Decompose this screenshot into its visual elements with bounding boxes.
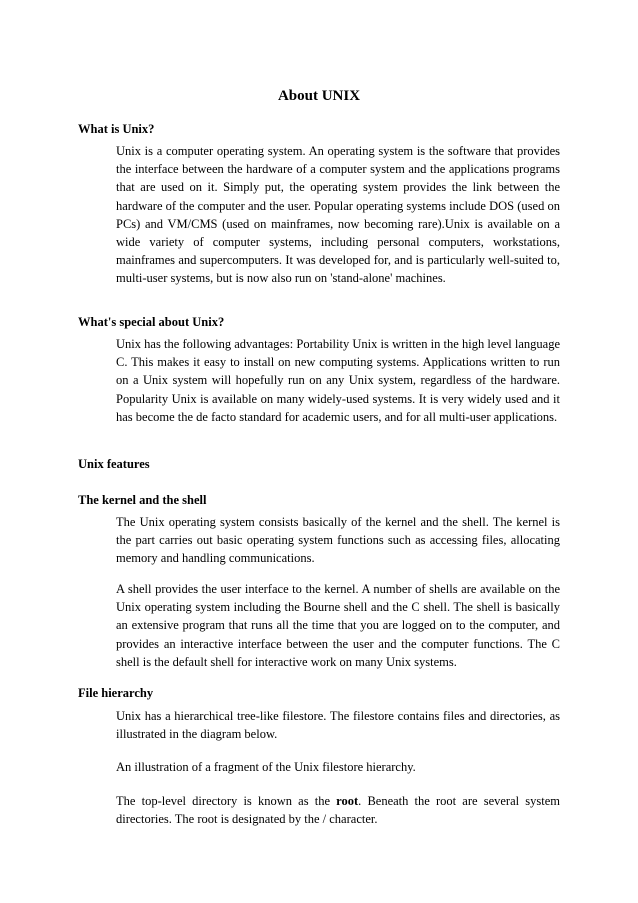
paragraph-special-about-unix: Unix has the following advantages: Portability Unix is written in the high level language C. This makes it easy to install on new computing systems. Applications written to run on a Unix system will hopefully run on any Unix system, regardless of the hardware. Popularity Unix is available on many widely-used systems. It is very widely used and it has become the de facto standard for academic users, and for all multi-user applications. <box>116 337 560 424</box>
paragraph-illustration: An illustration of a fragment of the Unix filestore hierarchy. <box>116 760 416 774</box>
heading-unix-features: Unix features <box>78 457 150 471</box>
heading-what-is-unix: What is Unix? <box>78 122 155 136</box>
heading-special-about-unix: What's special about Unix? <box>78 315 225 329</box>
paragraph-kernel: The Unix operating system consists basically of the kernel and the shell. The kernel is the part carries out basic operating system functions such as accessing files, allocating memory and handling communications. <box>116 515 560 566</box>
heading-kernel-and-shell: The kernel and the shell <box>78 493 207 507</box>
root-text-before: The top-level directory is known as the <box>116 794 337 808</box>
paragraph-root-directory <box>116 792 560 828</box>
paragraph-what-is-unix: Unix is a computer operating system. An operating system is the software that provides the interface between the hardware of a computer system and the applications programs that are used on it. Simply put, the operating system provides the link between the hardware of the computer and the user. Popular operating systems include DOS (used on PCs) and VM/CMS (used on mainframes, now becoming rare).Unix is available on a wide variety of computer systems, including personal computers, workstations, mainframes and supercomputers. It was developed for, and is particularly well-suited to, multi-user systems, but is now also run on 'stand-alone' machines. <box>116 144 560 286</box>
heading-file-hierarchy: File hierarchy <box>78 686 154 700</box>
root-term: root <box>336 794 359 808</box>
root-text-after: . Beneath the root are several system directories. The root is designated by the / character. <box>116 794 560 827</box>
paragraph-shell: A shell provides the user interface to the kernel. A number of shells are available on the Unix operating system including the Bourne shell and the C shell. The shell is basically an extensive program that runs all the time that you are logged on to the computer, and provides an interactive interface between the user and the computer functions. The C shell is the default shell for interactive work on many Unix systems. <box>116 582 560 669</box>
paragraph-filestore: Unix has a hierarchical tree-like filestore. The filestore contains files and directories, as illustrated in the diagram below. <box>116 709 560 742</box>
page-title: About UNIX <box>277 88 361 104</box>
